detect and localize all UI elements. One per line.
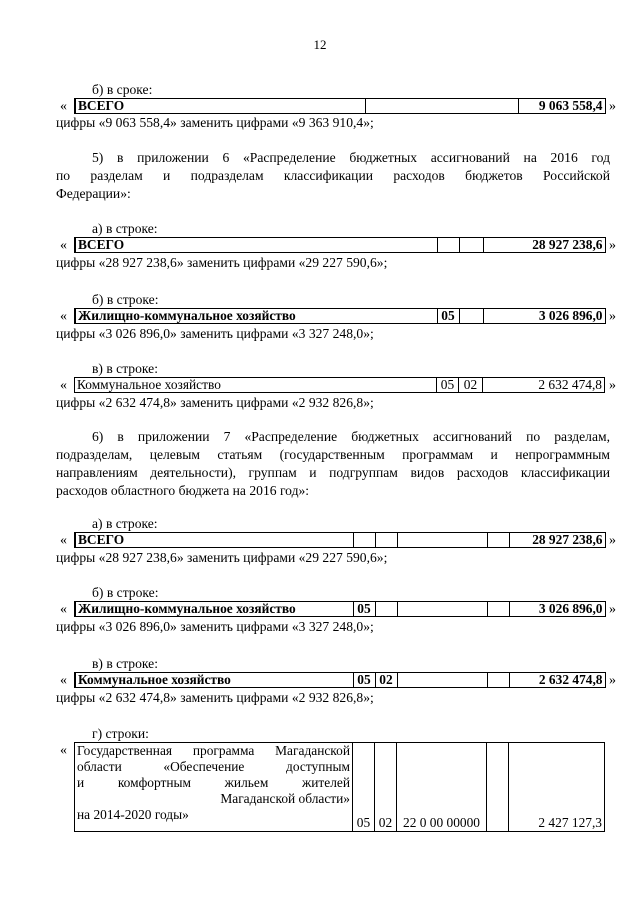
quote-close: » [609,309,616,324]
replace-text: цифры «28 927 238,6» заменить цифрами «29 227 590,6»; [56,550,388,565]
quote-open: « [60,378,67,393]
program-name-line: и комфортным жильем жителей [77,775,350,790]
quote-open: « [60,743,67,758]
empty-cell [397,673,487,688]
quote-open: « [60,99,67,114]
program-name-line: на 2014-2020 годы» [77,807,189,822]
subitem-intro: а) в строке: [92,221,158,236]
row-value: 28 927 238,6 [483,238,605,253]
row-rz: 05 [437,378,459,393]
row-rz: 05 [353,673,375,688]
paragraph-5-line: Федерации»: [56,186,131,201]
paragraph-5-line: 5) в приложении 6 «Распределение бюджетных ассигнований на 2016 год [92,150,610,165]
subitem-intro: а) в строке: [92,516,158,531]
empty-cell [459,309,483,324]
replace-text: цифры «2 632 474,8» заменить цифрами «2 932 826,8»; [56,395,374,410]
row-csr: 22 0 00 00000 [397,743,487,832]
paragraph-6-line: расходов областного бюджета на 2016 год»: [56,483,310,498]
row-pr: 02 [375,673,397,688]
row-value: 9 063 558,4 [518,99,605,114]
quote-open: « [60,673,67,688]
quote-close: » [609,99,616,114]
budget-row-table [74,672,606,688]
subitem-intro: г) строки: [92,726,149,741]
empty-cell [353,533,375,548]
empty-cell [397,533,487,548]
empty-cell [397,602,487,617]
budget-row-table [74,237,606,253]
empty-cell [487,673,509,688]
row-rz: 05 [353,743,375,832]
quote-close: » [609,533,616,548]
replace-text: цифры «28 927 238,6» заменить цифрами «29 227 590,6»; [56,255,388,270]
row-value: 3 026 896,0 [509,602,605,617]
row-value: 2 632 474,8 [509,673,605,688]
row-name: Коммунальное хозяйство [75,378,437,393]
row-name: ВСЕГО [75,99,365,114]
quote-open: « [60,533,67,548]
budget-row-table [74,601,606,617]
paragraph-6-line: подразделам, целевым статьям (государственным программам и непрограммным [56,447,610,462]
row-name: Жилищно-коммунальное хозяйство [75,602,353,617]
row-pr: 02 [375,743,397,832]
row-name: ВСЕГО [75,238,437,253]
row-value: 2 427 127,3 [509,743,605,832]
row-value: 3 026 896,0 [483,309,605,324]
page-number: 12 [313,37,327,52]
program-name-line: Магаданской области» [220,791,350,806]
row-name: Коммунальное хозяйство [75,673,353,688]
empty-cell [459,238,483,253]
subitem-intro: в) в строке: [92,361,158,376]
paragraph-6-line: 6) в приложении 7 «Распределение бюджетных ассигнований по разделам, [92,429,610,444]
empty-cell [487,533,509,548]
quote-close: » [609,673,616,688]
empty-cell [437,238,459,253]
row-pr: 02 [459,378,483,393]
empty-cell [487,743,509,832]
empty-cell [375,602,397,617]
row-value: 28 927 238,6 [509,533,605,548]
subitem-intro: б) в строке: [92,292,159,307]
quote-close: » [609,602,616,617]
row-rz: 05 [353,602,375,617]
row-value: 2 632 474,8 [483,378,605,393]
budget-row-table [74,98,606,114]
quote-close: » [609,238,616,253]
subitem-intro: б) в строке: [92,585,159,600]
empty-cell [487,602,509,617]
replace-text: цифры «3 026 896,0» заменить цифрами «3 327 248,0»; [56,619,374,634]
quote-open: « [60,309,67,324]
program-name-line: области «Обеспечение доступным [77,759,350,774]
program-row-table [74,742,605,832]
quote-close: » [609,378,616,393]
budget-row-table [74,532,606,548]
row-name: ВСЕГО [75,533,353,548]
budget-row-table [74,377,605,393]
subitem-intro: б) в сроке: [92,82,153,97]
row-rz: 05 [437,309,459,324]
budget-row-table [74,308,606,324]
empty-cell [365,99,518,114]
paragraph-6-line: направлениям деятельности), группам и подгруппам видов расходов классификации [56,465,610,480]
program-name-cell [75,743,353,832]
program-name-line: Государственная программа Магаданской [77,743,350,758]
quote-open: « [60,602,67,617]
empty-cell [375,533,397,548]
replace-text: цифры «3 026 896,0» заменить цифрами «3 327 248,0»; [56,326,374,341]
replace-text: цифры «2 632 474,8» заменить цифрами «2 932 826,8»; [56,690,374,705]
quote-open: « [60,238,67,253]
subitem-intro: в) в строке: [92,656,158,671]
row-name: Жилищно-коммунальное хозяйство [75,309,437,324]
paragraph-5-line: по разделам и подразделам классификации расходов бюджетов Российской [56,168,610,183]
replace-text: цифры «9 063 558,4» заменить цифрами «9 363 910,4»; [56,115,374,130]
